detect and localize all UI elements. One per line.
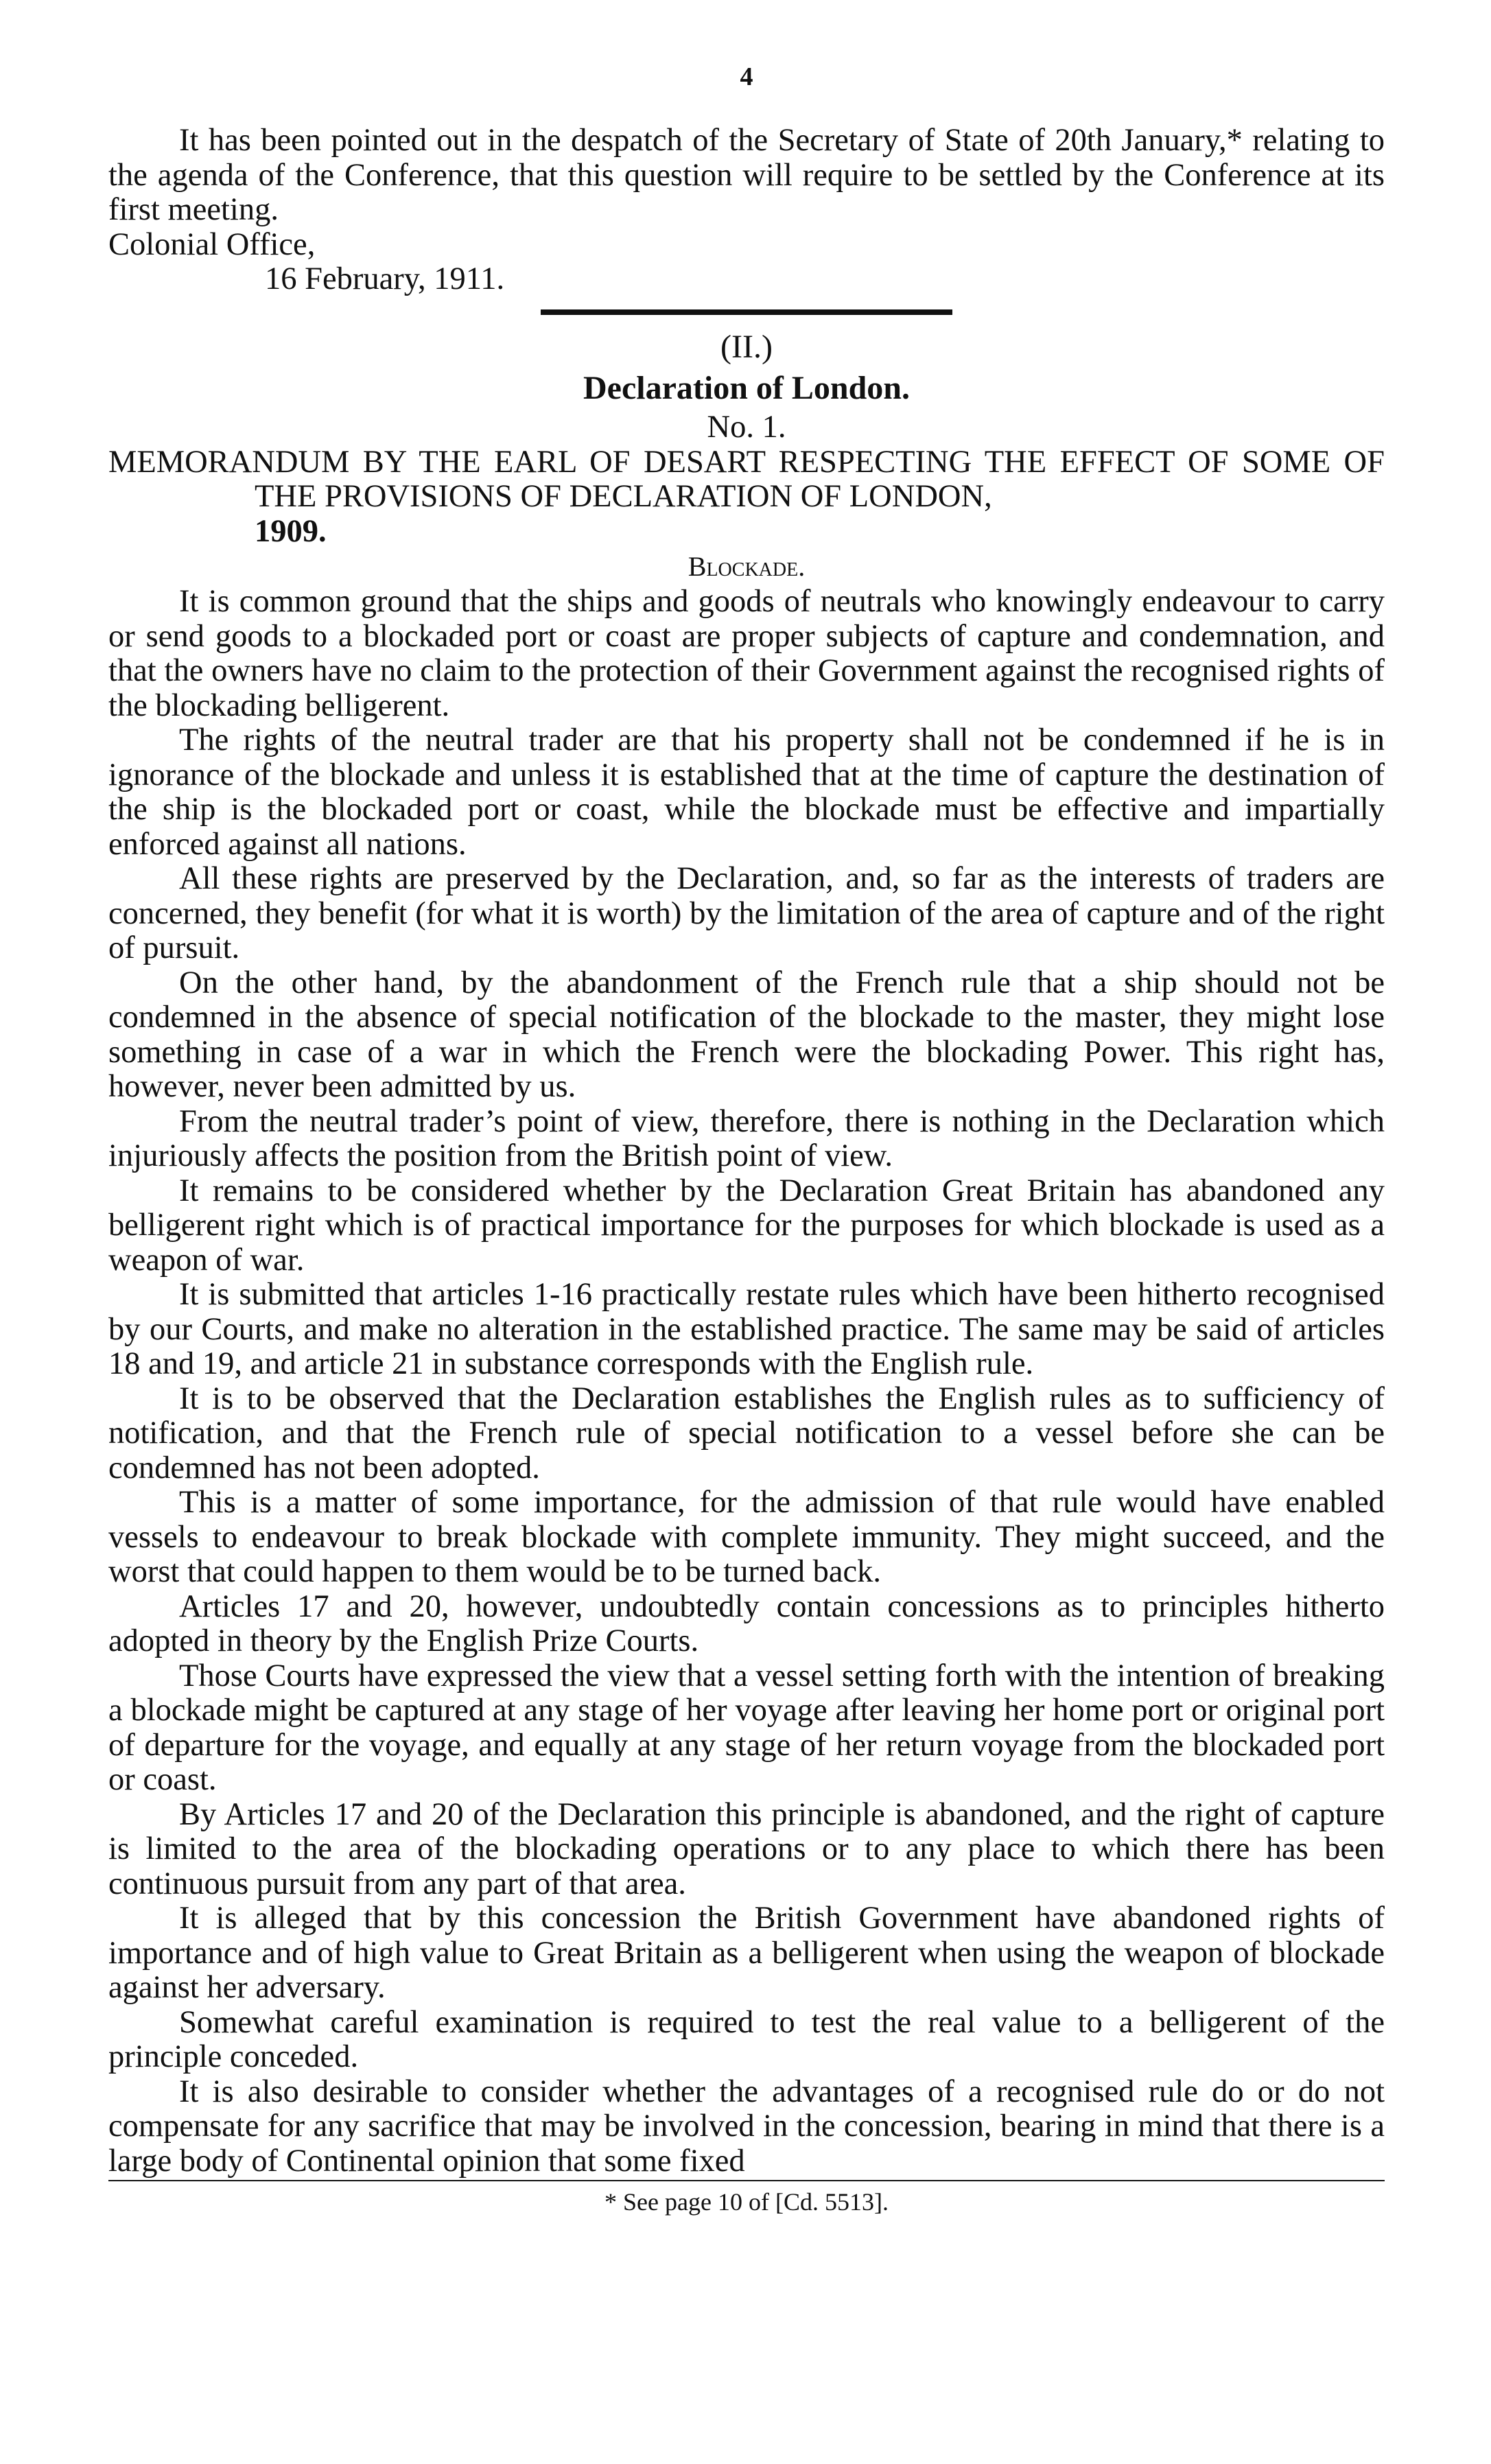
footnote-divider	[108, 2180, 1385, 2181]
paragraph: It is submitted that articles 1-16 practically restate rules which have been hitherto recognised by our Courts, and make no alteration in the established practice. The same may be said of articles 18 and 19, and article 21 in substance corresponds with the English rule.	[108, 1277, 1385, 1381]
subheading-blockade: Blockade.	[688, 551, 806, 582]
signoff-date: 16 February, 1911.	[265, 261, 505, 296]
paragraph: This is a matter of some importance, for the admission of that rule would have enabled vessels to endeavour to break blockade with complete immunity. They might succeed, and the worst that could happen to them would be to be turned back.	[108, 1485, 1385, 1589]
memorandum-title-text: MEMORANDUM BY THE EARL OF DESART RESPECTING THE EFFECT OF SOME OF THE PROVISIONS OF DECLARATION OF LONDON,	[108, 444, 1385, 514]
intro-paragraph: It has been pointed out in the despatch of the Secretary of State of 20th January,* relating to the agenda of the Conference, that this question will require to be settled by the Conference at its first meeting.	[108, 123, 1385, 227]
paragraph: By Articles 17 and 20 of the Declaration this principle is abandoned, and the right of capture is limited to the area of the blockading operations or to any place to which there has been continuous pursuit from any part of that area.	[108, 1796, 1385, 1901]
page-number: 4	[740, 62, 753, 91]
paragraph: It is to be observed that the Declaration establishes the English rules as to sufficiency of notification, and that the French rule of special notification to a vessel before she can be condemned has not been adopted.	[108, 1381, 1385, 1486]
paragraph: Those Courts have expressed the view that a vessel setting forth with the intention of breaking a blockade might be captured at any stage of her voyage after leaving her home port or original port of departure for the voyage, and equally at any stage of her return voyage from the blockaded port or coast.	[108, 1658, 1385, 1797]
memorandum-title	[108, 445, 1385, 550]
paragraph: On the other hand, by the abandonment of the French rule that a ship should not be condemned in the absence of special notification of the blockade to the master, they might lose something in case of a war in which the French were the blockading Power. This right has, however, never been admitted by us.	[108, 965, 1385, 1104]
document-page	[108, 62, 1385, 2415]
memorandum-year: 1909.	[255, 513, 327, 549]
paragraph: It remains to be considered whether by the Declaration Great Britain has abandoned any belligerent right which is of practical importance for the purposes for which blockade is used as a weapon of war.	[108, 1173, 1385, 1278]
paragraph: It is alleged that by this concession the British Government have abandoned rights of importance and of high value to Great Britain as a belligerent when using the weapon of blockade against her adversary.	[108, 1901, 1385, 2005]
paragraph: All these rights are preserved by the Declaration, and, so far as the interests of traders are concerned, they benefit (for what it is worth) by the limitation of the area of capture and of the right of pursuit.	[108, 861, 1385, 965]
paragraph: The rights of the neutral trader are that his property shall not be condemned if he is in ignorance of the blockade and unless it is established that at the time of capture the destination of the ship is the blockaded port or coast, while the blockade must be effective and impartially enforced against all nations.	[108, 723, 1385, 862]
document-number: No. 1.	[707, 409, 786, 445]
paragraph: From the neutral trader’s point of view, therefore, there is nothing in the Declaration which injuriously affects the position from the British point of view.	[108, 1103, 1385, 1173]
footnote: * See page 10 of [Cd. 5513].	[604, 2188, 889, 2216]
signoff-office: Colonial Office,	[108, 226, 316, 262]
section-divider	[541, 309, 952, 315]
paragraph: Articles 17 and 20, however, undoubtedly contain concessions as to principles hitherto adopted in theory by the English Prize Courts.	[108, 1588, 1385, 1658]
section-number: (II.)	[720, 328, 773, 365]
paragraph: Somewhat careful examination is required to test the real value to a belligerent of the principle conceded.	[108, 2004, 1385, 2074]
paragraph: It is also desirable to consider whether the advantages of a recognised rule do or do not compensate for any sacrifice that may be involved in the concession, bearing in mind that there is a large body of Continental opinion that some fixed	[108, 2074, 1385, 2179]
body-text	[108, 585, 1385, 2179]
paragraph: It is common ground that the ships and goods of neutrals who knowingly endeavour to carry or send goods to a blockaded port or coast are proper subjects of capture and condemnation, and that the owners have no claim to the protection of their Government against the recognised rights of the blockading belligerent.	[108, 584, 1385, 723]
section-title: Declaration of London.	[583, 369, 910, 406]
